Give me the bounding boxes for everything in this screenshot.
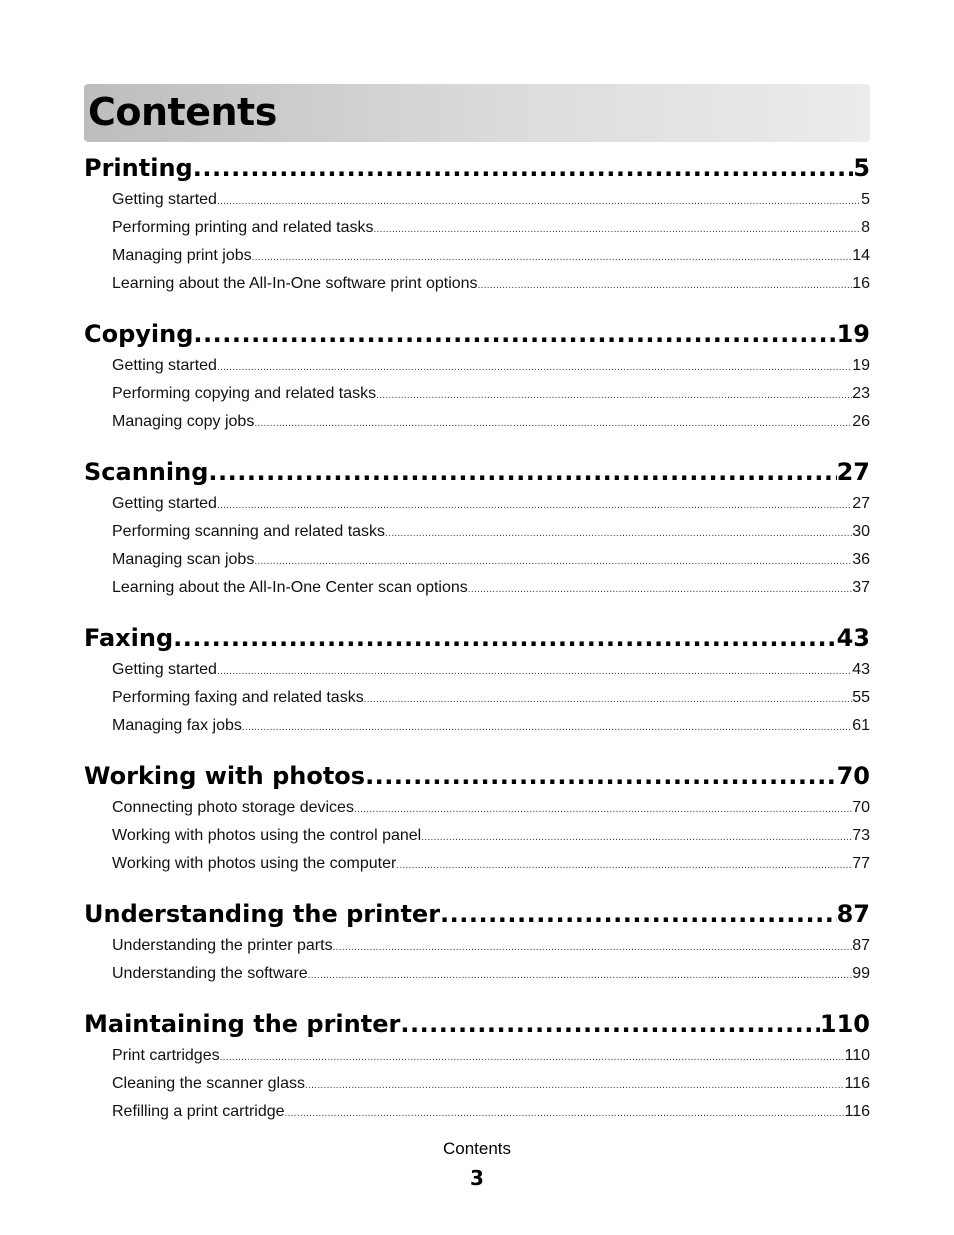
entry-page-number: 30: [852, 523, 870, 540]
toc-entry[interactable]: [84, 794, 870, 822]
entry-title: Performing faxing and related tasks: [112, 689, 364, 706]
dot-leader: [220, 1044, 845, 1072]
toc-entry[interactable]: [84, 850, 870, 878]
toc-entry[interactable]: [84, 712, 870, 740]
toc-section: [84, 454, 870, 602]
section-title: Maintaining the printer: [84, 1010, 401, 1038]
section-title: Working with photos: [84, 762, 366, 790]
toc-section: [84, 316, 870, 436]
page-title: Contents: [88, 90, 277, 134]
toc-section-heading[interactable]: [84, 150, 870, 186]
entry-title: Managing fax jobs: [112, 717, 242, 734]
section-page-number: 70: [836, 762, 870, 790]
toc-entry[interactable]: [84, 684, 870, 712]
toc-entry[interactable]: [84, 1042, 870, 1070]
dot-leader: [364, 686, 853, 714]
entry-page-number: 19: [852, 357, 870, 374]
entry-page-number: 37: [852, 579, 870, 596]
entry-title: Connecting photo storage devices: [112, 799, 354, 816]
toc-entry[interactable]: [84, 574, 870, 602]
entry-page-number: 116: [844, 1075, 870, 1092]
toc-entry[interactable]: [84, 490, 870, 518]
footer-label: Contents: [442, 1139, 512, 1158]
dot-leader: [217, 354, 852, 382]
section-page-number: 5: [853, 154, 870, 182]
entry-page-number: 27: [852, 495, 870, 512]
toc-section-heading[interactable]: [84, 454, 870, 490]
toc-entry[interactable]: [84, 1098, 870, 1126]
toc-section: [84, 620, 870, 740]
toc-entry[interactable]: [84, 352, 870, 380]
footer-page-number: 3: [470, 1166, 484, 1190]
entry-page-number: 14: [852, 247, 870, 264]
dot-leader: [217, 658, 852, 686]
toc-section-heading[interactable]: [84, 896, 870, 932]
dot-leader: [308, 962, 853, 990]
entry-page-number: 55: [852, 689, 870, 706]
toc-section: [84, 896, 870, 988]
section-title: Printing: [84, 154, 193, 182]
section-page-number: 43: [836, 624, 870, 652]
entry-title: Performing scanning and related tasks: [112, 523, 386, 540]
dot-leader: [440, 896, 837, 932]
entry-page-number: 36: [852, 551, 870, 568]
section-spacer: [84, 988, 870, 1006]
entry-page-number: 116: [844, 1103, 870, 1120]
section-spacer: [84, 602, 870, 620]
section-page-number: 27: [836, 458, 870, 486]
toc-entry[interactable]: [84, 932, 870, 960]
dot-leader: [173, 620, 836, 656]
section-page-number: 87: [836, 900, 870, 928]
dot-leader: [208, 454, 836, 490]
entry-title: Managing scan jobs: [112, 551, 255, 568]
dot-leader: [254, 410, 852, 438]
dot-leader: [365, 758, 837, 794]
dot-leader: [305, 1072, 844, 1100]
dot-leader: [193, 150, 854, 186]
section-page-number: 110: [819, 1010, 870, 1038]
entry-page-number: 87: [852, 937, 870, 954]
dot-leader: [373, 216, 861, 244]
toc-entry[interactable]: [84, 1070, 870, 1098]
toc-section-heading[interactable]: [84, 1006, 870, 1042]
toc-entry[interactable]: [84, 408, 870, 436]
entry-page-number: 5: [861, 191, 870, 208]
dot-leader: [468, 576, 852, 604]
entry-title: Understanding the software: [112, 965, 308, 982]
entry-title: Refilling a print cartridge: [112, 1103, 285, 1120]
toc-section-heading[interactable]: [84, 758, 870, 794]
entry-title: Getting started: [112, 495, 217, 512]
toc-entry[interactable]: [84, 960, 870, 988]
entry-page-number: 99: [852, 965, 870, 982]
entry-page-number: 8: [861, 219, 870, 236]
section-page-number: 19: [836, 320, 870, 348]
dot-leader: [396, 852, 852, 880]
dot-leader: [354, 796, 852, 824]
entry-page-number: 110: [844, 1047, 870, 1064]
entry-title: Working with photos using the computer: [112, 855, 397, 872]
dot-leader: [478, 272, 853, 300]
entry-title: Performing copying and related tasks: [112, 385, 377, 402]
toc-entry[interactable]: [84, 656, 870, 684]
section-title: Faxing: [84, 624, 174, 652]
entry-title: Getting started: [112, 191, 217, 208]
table-of-contents: [84, 150, 870, 1126]
dot-leader: [400, 1006, 820, 1042]
dot-leader: [217, 188, 861, 216]
entry-title: Getting started: [112, 357, 217, 374]
section-spacer: [84, 740, 870, 758]
toc-entry[interactable]: [84, 270, 870, 298]
dot-leader: [252, 244, 853, 272]
entry-title: Print cartridges: [112, 1047, 220, 1064]
toc-section-heading[interactable]: [84, 620, 870, 656]
entry-page-number: 26: [852, 413, 870, 430]
entry-page-number: 73: [852, 827, 870, 844]
toc-entry[interactable]: [84, 822, 870, 850]
entry-page-number: 70: [852, 799, 870, 816]
toc-section-heading[interactable]: [84, 316, 870, 352]
entry-title: Working with photos using the control panel: [112, 827, 422, 844]
entry-page-number: 23: [852, 385, 870, 402]
dot-leader: [217, 492, 852, 520]
entry-title: Understanding the printer parts: [112, 937, 333, 954]
section-spacer: [84, 298, 870, 316]
entry-title: Managing copy jobs: [112, 413, 255, 430]
dot-leader: [376, 382, 852, 410]
entry-page-number: 43: [852, 661, 870, 678]
toc-section: [84, 150, 870, 298]
section-title: Scanning: [84, 458, 209, 486]
dot-leader: [285, 1100, 845, 1128]
toc-section: [84, 758, 870, 878]
entry-page-number: 77: [852, 855, 870, 872]
dot-leader: [193, 316, 836, 352]
section-spacer: [84, 878, 870, 896]
entry-page-number: 16: [852, 275, 870, 292]
entry-title: Performing printing and related tasks: [112, 219, 374, 236]
section-spacer: [84, 436, 870, 454]
entry-title: Cleaning the scanner glass: [112, 1075, 306, 1092]
toc-entry[interactable]: [84, 380, 870, 408]
toc-entry[interactable]: [84, 546, 870, 574]
dot-leader: [242, 714, 852, 742]
section-title: Copying: [84, 320, 194, 348]
dot-leader: [333, 934, 853, 962]
entry-title: Getting started: [112, 661, 217, 678]
toc-entry[interactable]: [84, 242, 870, 270]
dot-leader: [254, 548, 852, 576]
dot-leader: [421, 824, 852, 852]
section-title: Understanding the printer: [84, 900, 441, 928]
toc-section: [84, 1006, 870, 1126]
entry-page-number: 61: [852, 717, 870, 734]
entry-title: Managing print jobs: [112, 247, 252, 264]
entry-title: Learning about the All-In-One software print options: [112, 275, 478, 292]
toc-entry[interactable]: [84, 214, 870, 242]
dot-leader: [385, 520, 852, 548]
toc-entry[interactable]: [84, 518, 870, 546]
toc-entry[interactable]: [84, 186, 870, 214]
entry-title: Learning about the All-In-One Center scan options: [112, 579, 468, 596]
